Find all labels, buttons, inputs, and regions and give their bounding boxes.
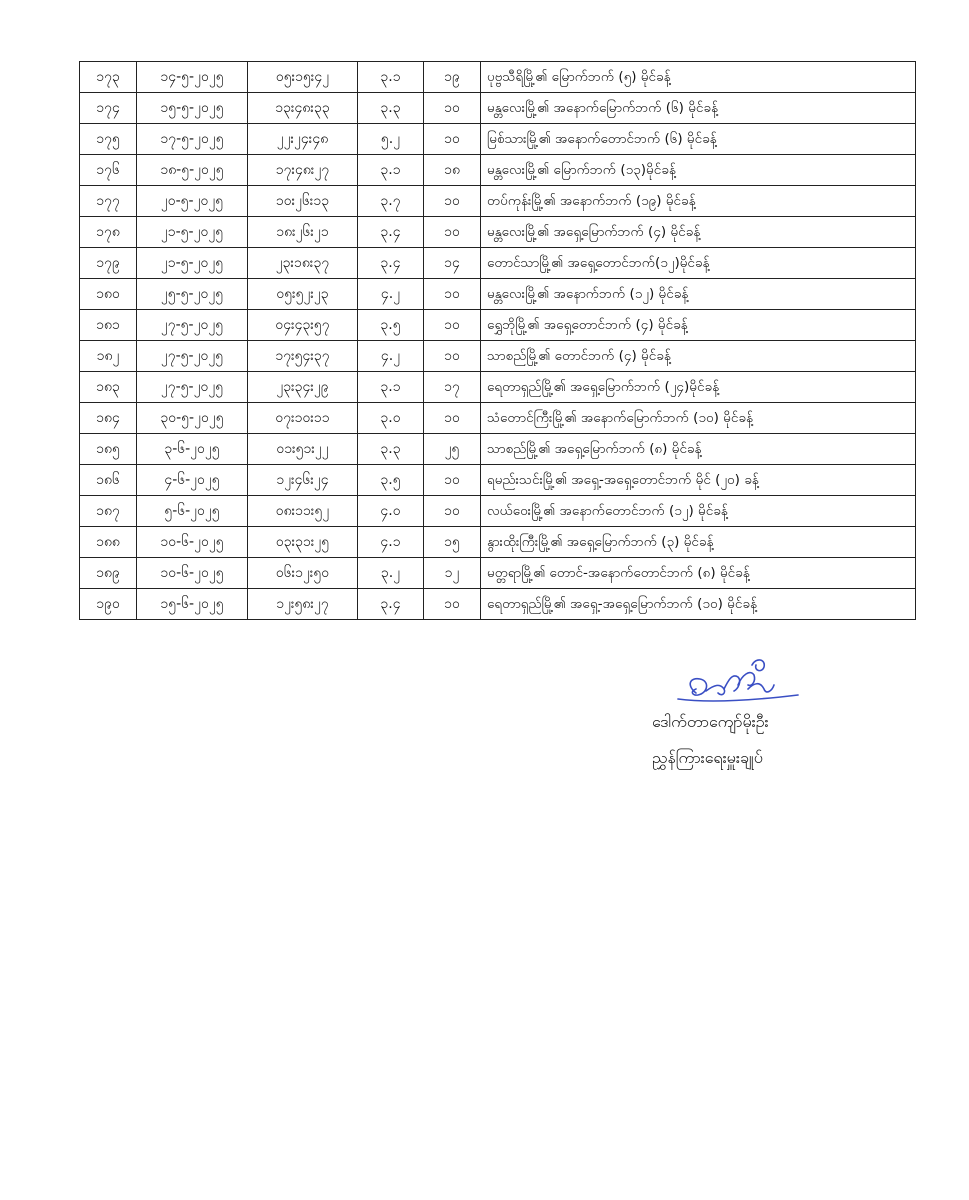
cell-event-time: ၀၅း၁၅း၄၂ — [248, 62, 358, 93]
table-row — [80, 217, 916, 248]
cell-depth: ၁၀ — [424, 93, 481, 124]
cell-event-time: ၁၂း၅၈း၂၇ — [248, 589, 358, 620]
cell-event-time: ၂၃း၃၄း၂၉ — [248, 372, 358, 403]
cell-record-number: ၁၈၄ — [80, 403, 137, 434]
cell-location: မတ္တရာမြို့၏ တောင်-အနောက်တောင်ဘက် (၈) မိုင်ခန့် — [481, 558, 916, 589]
cell-record-number: ၁၇၈ — [80, 217, 137, 248]
cell-depth: ၁၀ — [424, 341, 481, 372]
table-row — [80, 496, 916, 527]
cell-magnitude: ၃.၀ — [358, 403, 424, 434]
cell-depth: ၂၅ — [424, 434, 481, 465]
cell-magnitude: ၃.၃ — [358, 434, 424, 465]
cell-magnitude: ၃.၂ — [358, 558, 424, 589]
cell-record-number: ၁၇၃ — [80, 62, 137, 93]
cell-location: မန္တလေးမြို့၏ အနောက်မြောက်ဘက် (၆) မိုင်ခန့် — [481, 93, 916, 124]
cell-depth: ၁၀ — [424, 217, 481, 248]
cell-magnitude: ၄.၂ — [358, 279, 424, 310]
cell-depth: ၁၇ — [424, 372, 481, 403]
cell-magnitude: ၃.၅ — [358, 465, 424, 496]
cell-location: မန္တလေးမြို့၏ မြောက်ဘက် (၁၃)မိုင်ခန့် — [481, 155, 916, 186]
table-row — [80, 527, 916, 558]
cell-magnitude: ၃.၁ — [358, 62, 424, 93]
cell-event-time: ၀၃း၃၁း၂၅ — [248, 527, 358, 558]
cell-depth: ၁၈ — [424, 155, 481, 186]
cell-magnitude: ၃.၅ — [358, 310, 424, 341]
cell-event-date: ၂၀-၅-၂၀၂၅ — [137, 186, 248, 217]
cell-event-date: ၅-၆-၂၀၂၅ — [137, 496, 248, 527]
handwritten-signature — [668, 655, 808, 715]
cell-record-number: ၁၈၀ — [80, 279, 137, 310]
cell-record-number: ၁၇၇ — [80, 186, 137, 217]
table-row — [80, 124, 916, 155]
table-row — [80, 403, 916, 434]
cell-depth: ၁၀ — [424, 465, 481, 496]
table-row — [80, 372, 916, 403]
cell-location: သံတောင်ကြီးမြို့၏ အနောက်မြောက်ဘက် (၁၀) မိုင်ခန့် — [481, 403, 916, 434]
cell-record-number: ၁၈၉ — [80, 558, 137, 589]
table-row — [80, 589, 916, 620]
cell-magnitude: ၅.၂ — [358, 124, 424, 155]
cell-location: ရွှေဘိုမြို့၏ အရှေ့တောင်ဘက် (၄) မိုင်ခန့် — [481, 310, 916, 341]
cell-event-time: ၀၇း၁၀း၁၁ — [248, 403, 358, 434]
cell-magnitude: ၃.၃ — [358, 93, 424, 124]
cell-record-number: ၁၇၆ — [80, 155, 137, 186]
cell-event-date: ၁၈-၅-၂၀၂၅ — [137, 155, 248, 186]
cell-depth: ၁၂ — [424, 558, 481, 589]
cell-depth: ၁၀ — [424, 310, 481, 341]
cell-record-number: ၁၈၆ — [80, 465, 137, 496]
cell-event-date: ၂၅-၅-၂၀၂၅ — [137, 279, 248, 310]
cell-depth: ၁၀ — [424, 279, 481, 310]
cell-depth: ၁၀ — [424, 403, 481, 434]
cell-location: ရမည်းသင်းမြို့၏ အရှေ့-အရှေ့တောင်ဘက် မိုင် (၂၀) ခန့် — [481, 465, 916, 496]
cell-event-time: ၀၈း၁၁း၅၂ — [248, 496, 358, 527]
cell-record-number: ၁၈၇ — [80, 496, 137, 527]
table-row — [80, 186, 916, 217]
cell-event-time: ၀၅း၅၂း၂၃ — [248, 279, 358, 310]
cell-event-date: ၁၄-၅-၂၀၂၅ — [137, 62, 248, 93]
cell-magnitude: ၄.၂ — [358, 341, 424, 372]
cell-location: တပ်ကုန်းမြို့၏ အနောက်ဘက် (၁၉) မိုင်ခန့် — [481, 186, 916, 217]
cell-event-date: ၁၅-၅-၂၀၂၅ — [137, 93, 248, 124]
cell-record-number: ၁၈၅ — [80, 434, 137, 465]
cell-event-date: ၂၇-၅-၂၀၂၅ — [137, 310, 248, 341]
table-row — [80, 558, 916, 589]
cell-event-date: ၂၇-၅-၂၀၂၅ — [137, 372, 248, 403]
cell-event-time: ၀၆း၁၂း၅၀ — [248, 558, 358, 589]
cell-event-time: ၁၈း၂၆း၂၁ — [248, 217, 358, 248]
signatory-title: ညွှန်ကြားရေးမှူးချုပ် — [652, 748, 763, 767]
table-row — [80, 279, 916, 310]
cell-event-time: ၁၇း၅၄း၃၇ — [248, 341, 358, 372]
cell-record-number: ၁၇၅ — [80, 124, 137, 155]
cell-location: ရေတာရှည်မြို့၏ အရှေ့-အရှေ့မြောက်ဘက် (၁၀) မိုင်ခန့် — [481, 589, 916, 620]
cell-depth: ၁၀ — [424, 496, 481, 527]
cell-magnitude: ၃.၄ — [358, 589, 424, 620]
cell-event-date: ၄-၆-၂၀၂၅ — [137, 465, 248, 496]
cell-depth: ၁၀ — [424, 589, 481, 620]
cell-depth: ၁၉ — [424, 62, 481, 93]
table-row — [80, 93, 916, 124]
cell-event-date: ၂၇-၅-၂၀၂၅ — [137, 341, 248, 372]
table-row — [80, 62, 916, 93]
records-table-body — [80, 62, 916, 620]
cell-record-number: ၁၇၉ — [80, 248, 137, 279]
cell-record-number: ၁၇၄ — [80, 93, 137, 124]
cell-location: လယ်ဝေးမြို့၏ အနောက်တောင်ဘက် (၁၂) မိုင်ခန့် — [481, 496, 916, 527]
cell-event-time: ၂၂း၂၄း၄၈ — [248, 124, 358, 155]
cell-location: မန္တလေးမြို့၏ အနောက်ဘက် (၁၂) မိုင်ခန့် — [481, 279, 916, 310]
earthquake-records-table — [79, 61, 916, 620]
cell-event-date: ၁၇-၅-၂၀၂၅ — [137, 124, 248, 155]
cell-magnitude: ၄.၁ — [358, 527, 424, 558]
cell-record-number: ၁၈၁ — [80, 310, 137, 341]
cell-event-time: ၀၄း၄၃း၅၇ — [248, 310, 358, 341]
cell-record-number: ၁၈၈ — [80, 527, 137, 558]
cell-depth: ၁၅ — [424, 527, 481, 558]
cell-event-time: ၁၀း၂၆း၁၃ — [248, 186, 358, 217]
cell-event-date: ၃-၆-၂၀၂၅ — [137, 434, 248, 465]
cell-record-number: ၁၈၃ — [80, 372, 137, 403]
cell-event-date: ၃၀-၅-၂၀၂၅ — [137, 403, 248, 434]
cell-event-time: ၁၃း၄၈း၃၃ — [248, 93, 358, 124]
cell-event-date: ၁၀-၆-၂၀၂၅ — [137, 558, 248, 589]
cell-location: ပုဗ္ဗသီရိမြို့၏ မြောက်ဘက် (၅) မိုင်ခန့် — [481, 62, 916, 93]
cell-magnitude: ၃.၇ — [358, 186, 424, 217]
cell-event-time: ၀၁း၅၁း၂၂ — [248, 434, 358, 465]
cell-location: ရေတာရှည်မြို့၏ အရှေ့မြောက်ဘက် (၂၄)မိုင်ခန့် — [481, 372, 916, 403]
cell-location: မြစ်သားမြို့၏ အနောက်တောင်ဘက် (၆) မိုင်ခန့် — [481, 124, 916, 155]
cell-magnitude: ၃.၄ — [358, 248, 424, 279]
cell-location: သာစည်မြို့၏ တောင်ဘက် (၄) မိုင်ခန့် — [481, 341, 916, 372]
cell-record-number: ၁၉၀ — [80, 589, 137, 620]
cell-magnitude: ၃.၄ — [358, 217, 424, 248]
cell-event-time: ၁၇း၄၈း၂၇ — [248, 155, 358, 186]
cell-depth: ၁၄ — [424, 248, 481, 279]
cell-depth: ၁၀ — [424, 186, 481, 217]
cell-location: နွားထိုးကြီးမြို့၏ အရှေ့မြောက်ဘက် (၃) မိုင်ခန့် — [481, 527, 916, 558]
cell-location: မန္တလေးမြို့၏ အရှေ့မြောက်ဘက် (၄) မိုင်ခန့် — [481, 217, 916, 248]
cell-event-date: ၁၅-၆-၂၀၂၅ — [137, 589, 248, 620]
cell-event-date: ၂၁-၅-၂၀၂၅ — [137, 217, 248, 248]
table-row — [80, 434, 916, 465]
cell-magnitude: ၃.၁ — [358, 155, 424, 186]
cell-event-date: ၂၁-၅-၂၀၂၅ — [137, 248, 248, 279]
cell-event-time: ၁၂း၄၆း၂၄ — [248, 465, 358, 496]
cell-magnitude: ၃.၁ — [358, 372, 424, 403]
signatory-name: ဒေါက်တာကျော်မိုးဦး — [652, 712, 769, 731]
cell-magnitude: ၄.၀ — [358, 496, 424, 527]
cell-record-number: ၁၈၂ — [80, 341, 137, 372]
table-row — [80, 248, 916, 279]
cell-event-time: ၂၃း၁၈း၃၇ — [248, 248, 358, 279]
cell-location: သာစည်မြို့၏ အရှေ့မြောက်ဘက် (၈) မိုင်ခန့် — [481, 434, 916, 465]
cell-location: တောင်သာမြို့၏ အရှေ့တောင်ဘက်(၁၂)မိုင်ခန့် — [481, 248, 916, 279]
cell-event-date: ၁၀-၆-၂၀၂၅ — [137, 527, 248, 558]
table-row — [80, 310, 916, 341]
table-row — [80, 341, 916, 372]
table-row — [80, 465, 916, 496]
table-row — [80, 155, 916, 186]
cell-depth: ၁၀ — [424, 124, 481, 155]
